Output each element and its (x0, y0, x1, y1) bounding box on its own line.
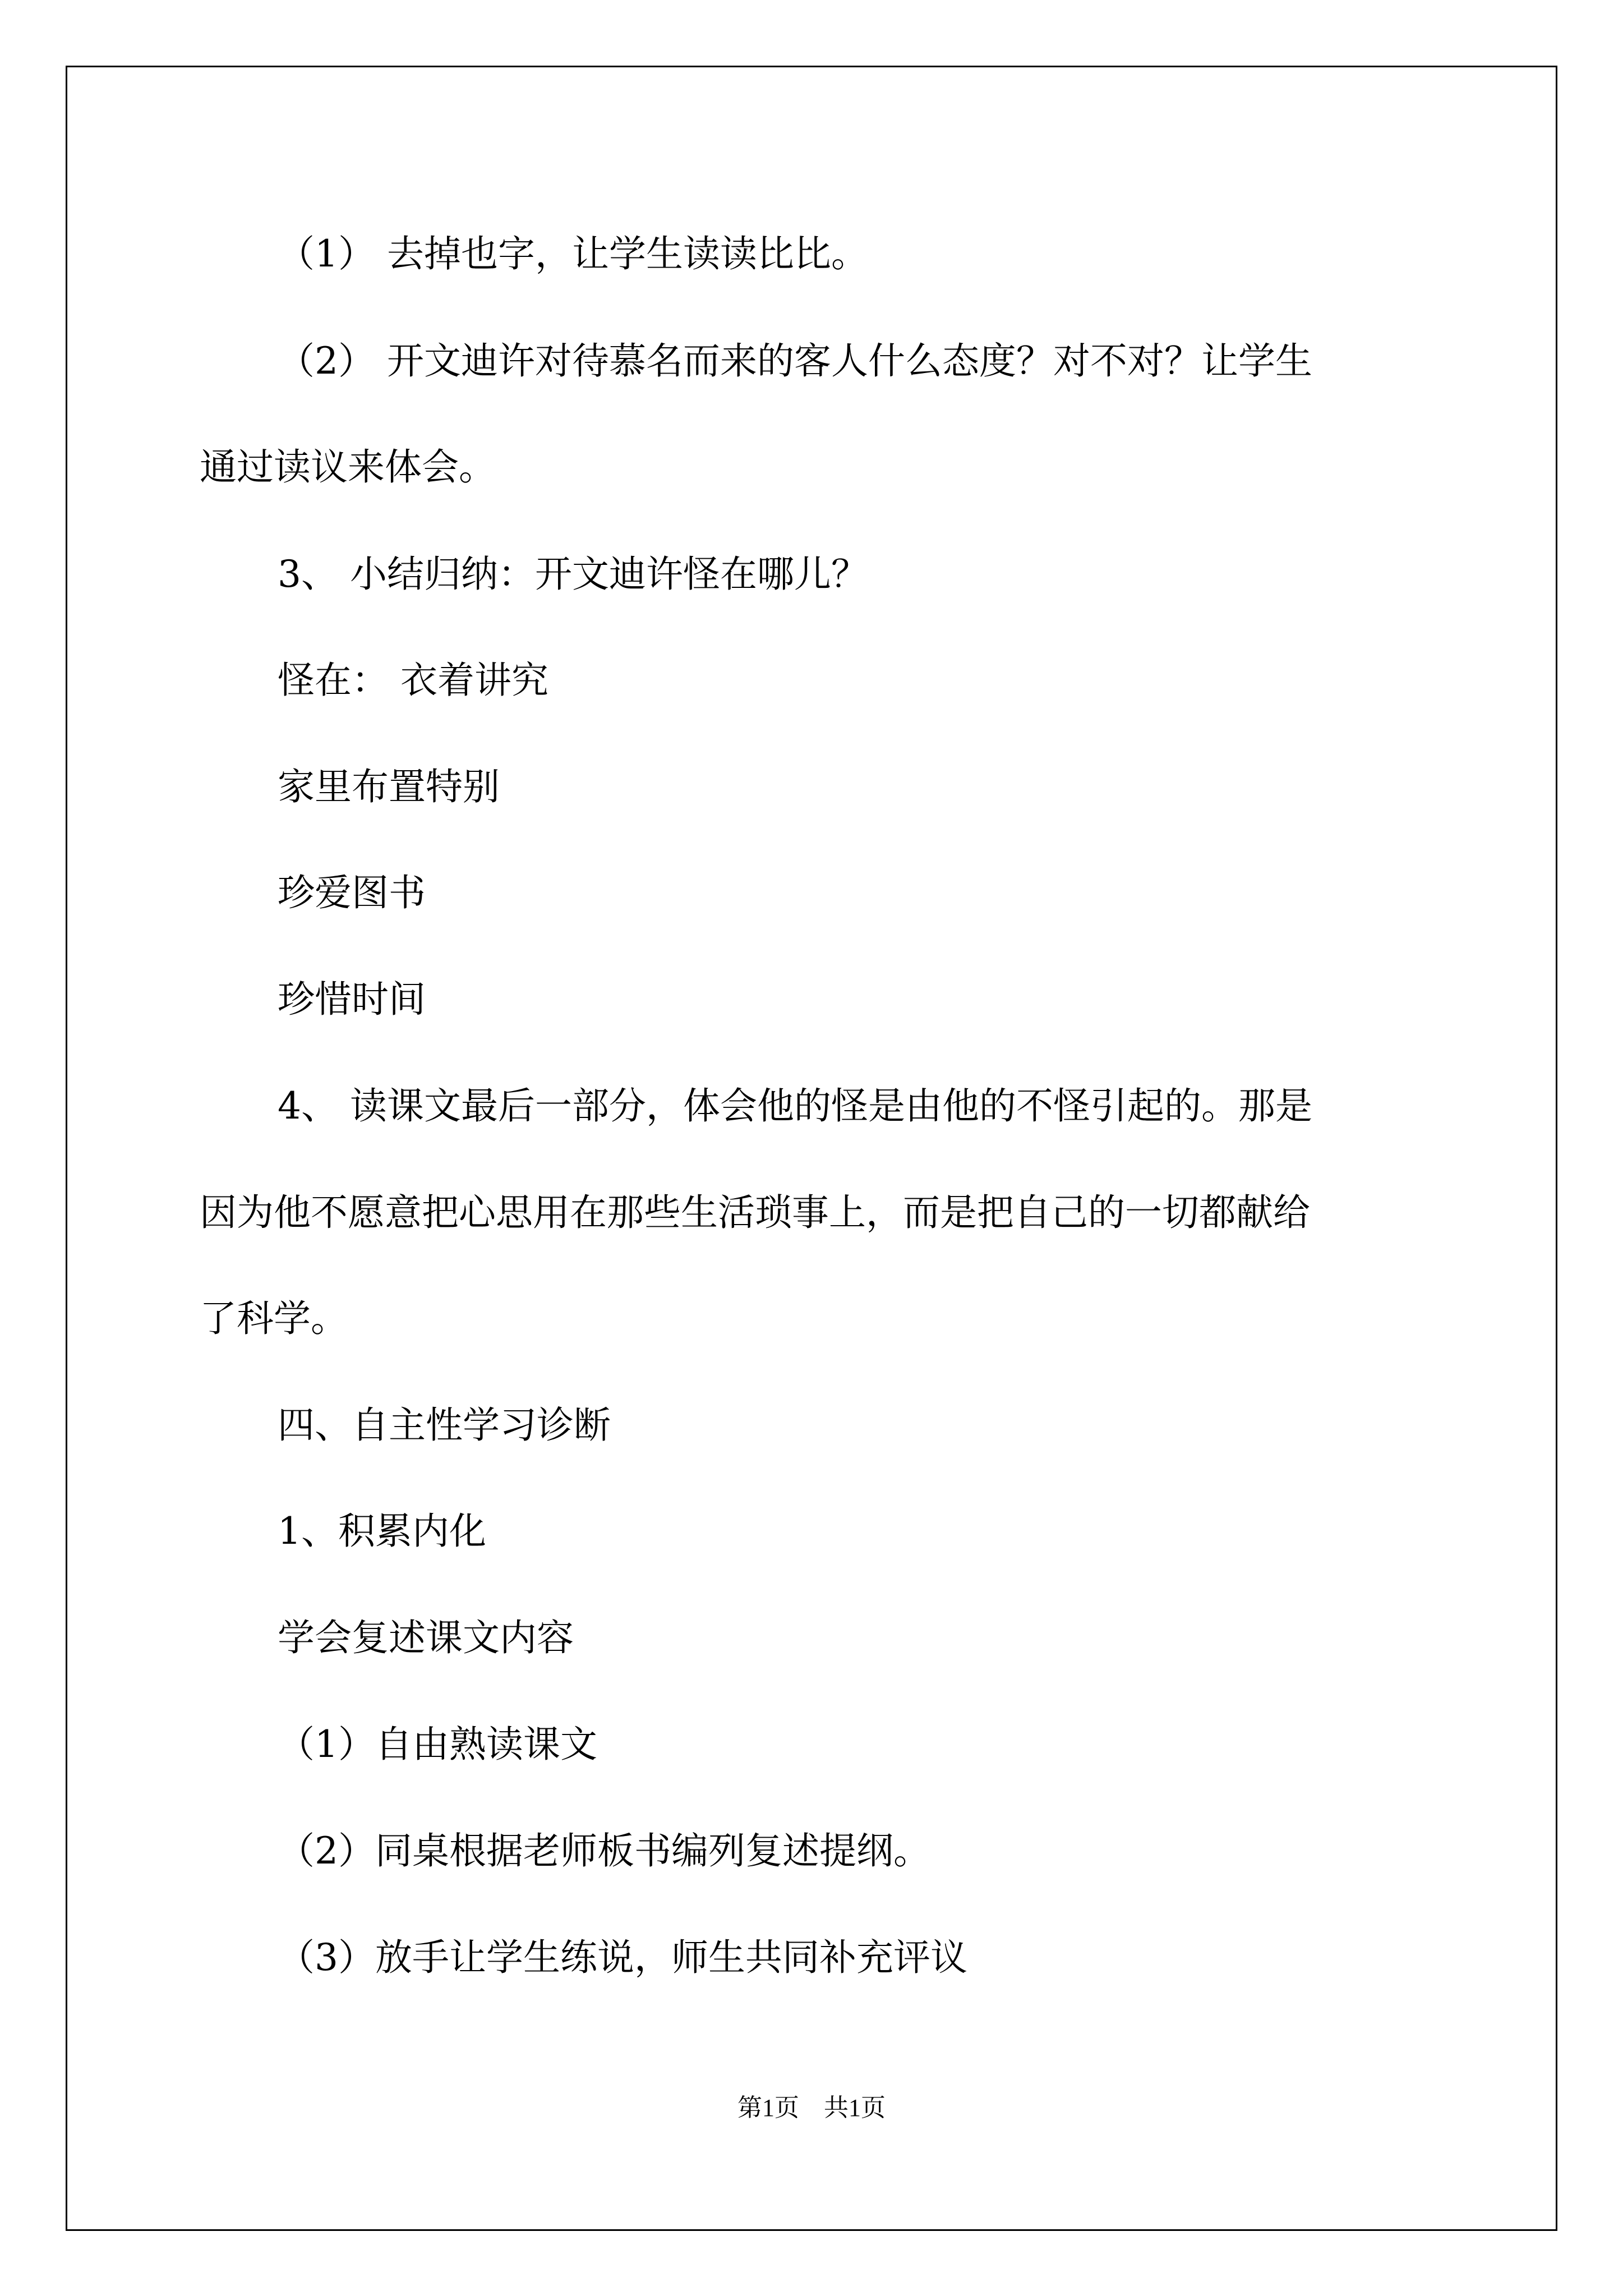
text-line-17: （3）放手让学生练说，师生共同补充评议 (278, 1936, 967, 1979)
text-line-13: 1、积累内化 (278, 1510, 486, 1553)
text-line-8: 珍惜时间 (278, 978, 426, 1021)
text-line-1: （1） 去掉也字，让学生读读比比。 (278, 232, 868, 275)
text-line-15: （1）自由熟读课文 (278, 1723, 597, 1766)
text-line-9: 4、 读课文最后一部分，体会他的怪是由他的不怪引起的。那是 (278, 1084, 1312, 1128)
text-line-7: 珍爱图书 (278, 871, 426, 914)
text-line-10: 因为他不愿意把心思用在那些生活琐事上，而是把自己的一切都献给 (200, 1191, 1310, 1234)
text-line-2: （2） 开文迪许对待慕名而来的客人什么态度？对不对？让学生 (278, 339, 1312, 383)
page-footer: 第1页 共1页 (737, 2094, 886, 2122)
text-line-12: 四、自主性学习诊断 (278, 1404, 611, 1447)
text-line-11: 了科学。 (200, 1297, 348, 1340)
page-border (66, 66, 1557, 2231)
text-line-16: （2）同桌根据老师板书编列复述提纲。 (278, 1829, 930, 1872)
text-line-5: 怪在： 衣着讲究 (278, 659, 548, 702)
text-line-4: 3、 小结归纳：开文迪许怪在哪儿？ (278, 553, 868, 596)
text-line-6: 家里布置特别 (278, 765, 500, 808)
text-line-14: 学会复述课文内容 (278, 1616, 574, 1659)
text-line-3: 通过读议来体会。 (200, 445, 496, 489)
